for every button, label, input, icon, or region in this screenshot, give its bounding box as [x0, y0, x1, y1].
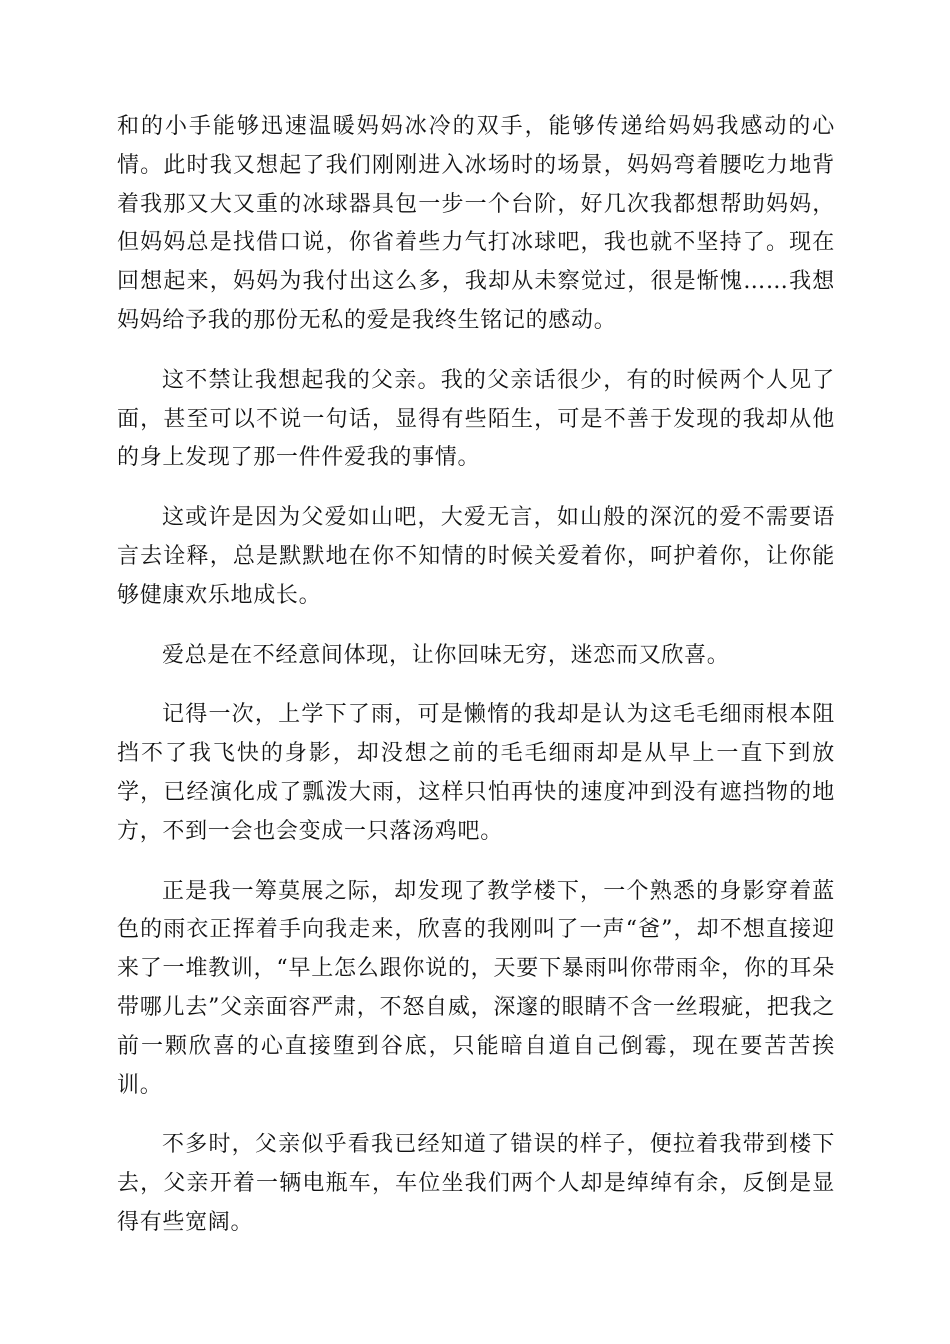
paragraph-7: 不多时，父亲似乎看我已经知道了错误的样子，便拉着我带到楼下去，父亲开着一辆电瓶车，车位坐我们两个人却是绰绰有余，反倒是显得有些宽阔。: [117, 1132, 835, 1235]
paragraph-5: 记得一次，上学下了雨，可是懒惰的我却是认为这毛毛细雨根本阻挡不了我飞快的身影，却没想之前的毛毛细雨却是从早上一直下到放学，已经演化成了瓢泼大雨，这样只怕再快的速度冲到没有遮挡物的地方，不到一会也会变成一只落汤鸡吧。: [117, 702, 835, 844]
paragraph-4: 爱总是在不经意间体现，让你回味无穷，迷恋而又欣喜。: [162, 642, 730, 668]
document-body: [117, 108, 835, 1264]
paragraph-6: 正是我一筹莫展之际，却发现了教学楼下，一个熟悉的身影穿着蓝色的雨衣正挥着手向我走来，欣喜的我刚叫了一声“爸”，却不想直接迎来了一堆教训，“早上怎么跟你说的，天要下暴雨叫你带雨伞，你的耳朵带哪儿去”父亲面容严肃，不怒自威，深邃的眼睛不含一丝瑕疵，把我之前一颗欣喜的心直接堕到谷底，只能暗自道自己倒霉，现在要苦苦挨训。: [117, 878, 835, 1098]
paragraph-1: 和的小手能够迅速温暖妈妈冰冷的双手，能够传递给妈妈我感动的心情。此时我又想起了我们刚刚进入冰场时的场景，妈妈弯着腰吃力地背着我那又大又重的冰球器具包一步一个台阶，好几次我都想帮助妈妈，但妈妈总是找借口说，你省着些力气打冰球吧，我也就不坚持了。现在回想起来，妈妈为我付出这么多，我却从未察觉过，很是惭愧……我想妈妈给予我的那份无私的爱是我终生铭记的感动。: [117, 114, 835, 333]
paragraph-3: 这或许是因为父爱如山吧，大爱无言，如山般的深沉的爱不需要语言去诠释，总是默默地在你不知情的时候关爱着你，呵护着你，让你能够健康欢乐地成长。: [117, 505, 835, 608]
paragraph-2: 这不禁让我想起我的父亲。我的父亲话很少，有的时候两个人见了面，甚至可以不说一句话，显得有些陌生，可是不善于发现的我却从他的身上发现了那一件件爱我的事情。: [117, 367, 835, 471]
